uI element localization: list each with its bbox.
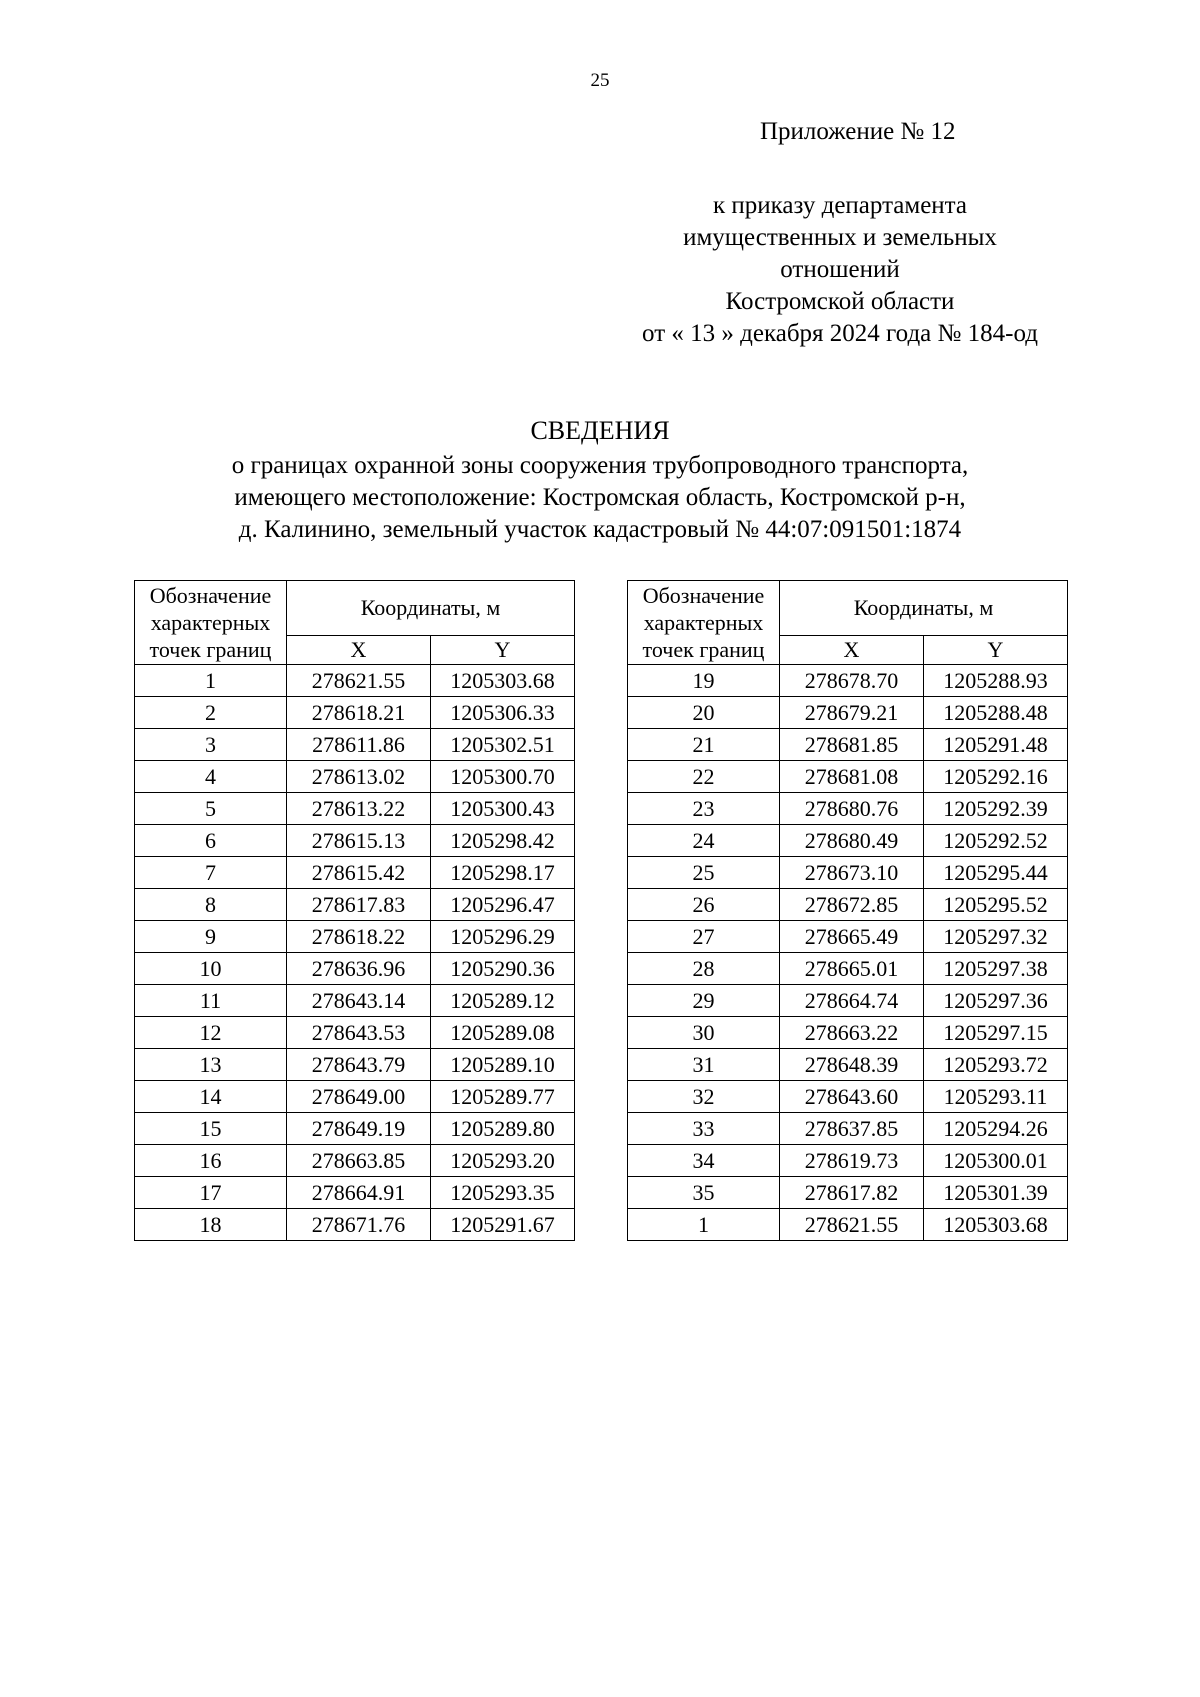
point-cell: 1 — [628, 1209, 780, 1241]
table-row — [135, 1081, 575, 1113]
table-row — [628, 953, 1068, 985]
subtitle-line: имеющего местоположение: Костромская область, Костромской р-н, — [234, 484, 966, 511]
x-cell: 278617.82 — [780, 1177, 924, 1209]
x-cell: 278671.76 — [287, 1209, 431, 1241]
table-row — [628, 921, 1068, 953]
y-cell: 1205297.32 — [924, 921, 1068, 953]
x-cell: 278636.96 — [287, 953, 431, 985]
table-row — [135, 889, 575, 921]
y-cell: 1205296.47 — [431, 889, 575, 921]
table-row — [628, 729, 1068, 761]
y-cell: 1205296.29 — [431, 921, 575, 953]
subtitle-line: о границах охранной зоны сооружения трубопроводного транспорта, — [231, 452, 969, 479]
y-cell: 1205302.51 — [431, 729, 575, 761]
table-row — [628, 1209, 1068, 1241]
y-cell: 1205290.36 — [431, 953, 575, 985]
point-label-header — [135, 581, 287, 665]
table-row — [628, 1177, 1068, 1209]
point-cell: 17 — [135, 1177, 287, 1209]
y-cell: 1205295.52 — [924, 889, 1068, 921]
point-label-header — [628, 581, 780, 665]
x-cell: 278680.49 — [780, 825, 924, 857]
point-cell: 19 — [628, 665, 780, 697]
table-row — [628, 761, 1068, 793]
y-cell: 1205303.68 — [431, 665, 575, 697]
y-cell: 1205295.44 — [924, 857, 1068, 889]
x-cell: 278663.85 — [287, 1145, 431, 1177]
x-header: X — [780, 636, 924, 665]
document-title: СВЕДЕНИЯ — [530, 416, 670, 445]
table-row — [135, 697, 575, 729]
point-cell: 15 — [135, 1113, 287, 1145]
y-cell: 1205292.52 — [924, 825, 1068, 857]
point-cell: 1 — [135, 665, 287, 697]
point-cell: 5 — [135, 793, 287, 825]
x-cell: 278618.22 — [287, 921, 431, 953]
x-header: X — [287, 636, 431, 665]
point-cell: 8 — [135, 889, 287, 921]
y-cell: 1205292.39 — [924, 793, 1068, 825]
y-cell: 1205288.48 — [924, 697, 1068, 729]
y-cell: 1205300.01 — [924, 1145, 1068, 1177]
point-cell: 10 — [135, 953, 287, 985]
y-cell: 1205300.43 — [431, 793, 575, 825]
table-row — [135, 953, 575, 985]
x-cell: 278663.22 — [780, 1017, 924, 1049]
point-cell: 31 — [628, 1049, 780, 1081]
point-cell: 4 — [135, 761, 287, 793]
point-cell: 7 — [135, 857, 287, 889]
x-cell: 278621.55 — [287, 665, 431, 697]
x-cell: 278680.76 — [780, 793, 924, 825]
table-row — [135, 761, 575, 793]
x-cell: 278615.13 — [287, 825, 431, 857]
x-cell: 278665.01 — [780, 953, 924, 985]
point-cell: 26 — [628, 889, 780, 921]
point-cell: 23 — [628, 793, 780, 825]
table-row — [135, 1209, 575, 1241]
x-cell: 278665.49 — [780, 921, 924, 953]
header-line: Обозначение — [149, 583, 272, 608]
y-cell: 1205297.15 — [924, 1017, 1068, 1049]
point-cell: 2 — [135, 697, 287, 729]
table-row — [135, 985, 575, 1017]
y-cell: 1205301.39 — [924, 1177, 1068, 1209]
x-cell: 278681.08 — [780, 761, 924, 793]
table-row — [135, 729, 575, 761]
x-cell: 278664.74 — [780, 985, 924, 1017]
point-cell: 3 — [135, 729, 287, 761]
y-cell: 1205300.70 — [431, 761, 575, 793]
table-row — [628, 697, 1068, 729]
table-row — [135, 1145, 575, 1177]
y-cell: 1205289.10 — [431, 1049, 575, 1081]
table-row — [628, 1145, 1068, 1177]
point-cell: 9 — [135, 921, 287, 953]
point-cell: 12 — [135, 1017, 287, 1049]
point-cell: 24 — [628, 825, 780, 857]
coordinates-table-left — [134, 580, 575, 1241]
x-cell: 278649.19 — [287, 1113, 431, 1145]
point-cell: 25 — [628, 857, 780, 889]
document-subtitle — [0, 450, 1200, 546]
table-row — [628, 1049, 1068, 1081]
y-header: Y — [924, 636, 1068, 665]
table-row — [135, 1113, 575, 1145]
x-cell: 278643.14 — [287, 985, 431, 1017]
x-cell: 278618.21 — [287, 697, 431, 729]
y-cell: 1205303.68 — [924, 1209, 1068, 1241]
table-row — [135, 1017, 575, 1049]
y-cell: 1205306.33 — [431, 697, 575, 729]
coords-header: Координаты, м — [287, 581, 575, 636]
x-cell: 278673.10 — [780, 857, 924, 889]
table-row — [135, 665, 575, 697]
x-cell: 278643.53 — [287, 1017, 431, 1049]
subtitle-line: д. Калинино, земельный участок кадастровый № 44:07:091501:1874 — [238, 516, 962, 543]
order-line: отношений — [780, 256, 900, 283]
table-row — [628, 985, 1068, 1017]
y-cell: 1205293.20 — [431, 1145, 575, 1177]
y-cell: 1205291.48 — [924, 729, 1068, 761]
order-reference — [620, 190, 1060, 350]
point-cell: 14 — [135, 1081, 287, 1113]
x-cell: 278613.22 — [287, 793, 431, 825]
point-cell: 11 — [135, 985, 287, 1017]
x-cell: 278643.60 — [780, 1081, 924, 1113]
x-cell: 278615.42 — [287, 857, 431, 889]
table-row — [135, 857, 575, 889]
x-cell: 278637.85 — [780, 1113, 924, 1145]
y-cell: 1205288.93 — [924, 665, 1068, 697]
point-cell: 18 — [135, 1209, 287, 1241]
x-cell: 278664.91 — [287, 1177, 431, 1209]
point-cell: 13 — [135, 1049, 287, 1081]
x-cell: 278643.79 — [287, 1049, 431, 1081]
table-row — [135, 793, 575, 825]
y-cell: 1205289.08 — [431, 1017, 575, 1049]
table-row — [135, 1049, 575, 1081]
order-line: к приказу департамента — [712, 192, 968, 219]
y-cell: 1205293.11 — [924, 1081, 1068, 1113]
y-cell: 1205292.16 — [924, 761, 1068, 793]
table-row — [628, 889, 1068, 921]
point-cell: 22 — [628, 761, 780, 793]
x-cell: 278619.73 — [780, 1145, 924, 1177]
y-cell: 1205289.77 — [431, 1081, 575, 1113]
table-row — [135, 1177, 575, 1209]
point-cell: 29 — [628, 985, 780, 1017]
y-cell: 1205294.26 — [924, 1113, 1068, 1145]
header-line: точек границ — [149, 637, 272, 662]
point-cell: 27 — [628, 921, 780, 953]
y-cell: 1205291.67 — [431, 1209, 575, 1241]
order-line: Костромской области — [725, 288, 955, 315]
header-line: Обозначение — [642, 583, 765, 608]
page-number: 25 — [590, 70, 610, 91]
table-row — [135, 921, 575, 953]
table-row — [135, 825, 575, 857]
x-cell: 278617.83 — [287, 889, 431, 921]
point-cell: 30 — [628, 1017, 780, 1049]
table-row — [628, 1081, 1068, 1113]
header-line: характерных — [150, 610, 271, 635]
y-cell: 1205293.35 — [431, 1177, 575, 1209]
table-row — [628, 793, 1068, 825]
coordinates-table-right — [627, 580, 1068, 1241]
x-cell: 278621.55 — [780, 1209, 924, 1241]
header-line: точек границ — [642, 637, 765, 662]
table-row — [628, 825, 1068, 857]
point-cell: 28 — [628, 953, 780, 985]
point-cell: 35 — [628, 1177, 780, 1209]
x-cell: 278649.00 — [287, 1081, 431, 1113]
y-cell: 1205293.72 — [924, 1049, 1068, 1081]
point-cell: 6 — [135, 825, 287, 857]
point-cell: 21 — [628, 729, 780, 761]
order-line: имущественных и земельных — [683, 224, 997, 251]
y-header: Y — [431, 636, 575, 665]
table-row — [628, 1017, 1068, 1049]
y-cell: 1205297.38 — [924, 953, 1068, 985]
table-row — [628, 857, 1068, 889]
point-cell: 16 — [135, 1145, 287, 1177]
x-cell: 278611.86 — [287, 729, 431, 761]
point-cell: 32 — [628, 1081, 780, 1113]
order-line: от « 13 » декабря 2024 года № 184-од — [642, 320, 1038, 347]
x-cell: 278672.85 — [780, 889, 924, 921]
point-cell: 20 — [628, 697, 780, 729]
header-line: характерных — [643, 610, 764, 635]
point-cell: 33 — [628, 1113, 780, 1145]
x-cell: 278681.85 — [780, 729, 924, 761]
table-row — [628, 1113, 1068, 1145]
point-cell: 34 — [628, 1145, 780, 1177]
table-row — [628, 665, 1068, 697]
coords-header: Координаты, м — [780, 581, 1068, 636]
y-cell: 1205298.17 — [431, 857, 575, 889]
x-cell: 278678.70 — [780, 665, 924, 697]
appendix-title: Приложение № 12 — [760, 118, 956, 145]
x-cell: 278648.39 — [780, 1049, 924, 1081]
x-cell: 278679.21 — [780, 697, 924, 729]
y-cell: 1205297.36 — [924, 985, 1068, 1017]
y-cell: 1205289.80 — [431, 1113, 575, 1145]
x-cell: 278613.02 — [287, 761, 431, 793]
y-cell: 1205289.12 — [431, 985, 575, 1017]
y-cell: 1205298.42 — [431, 825, 575, 857]
